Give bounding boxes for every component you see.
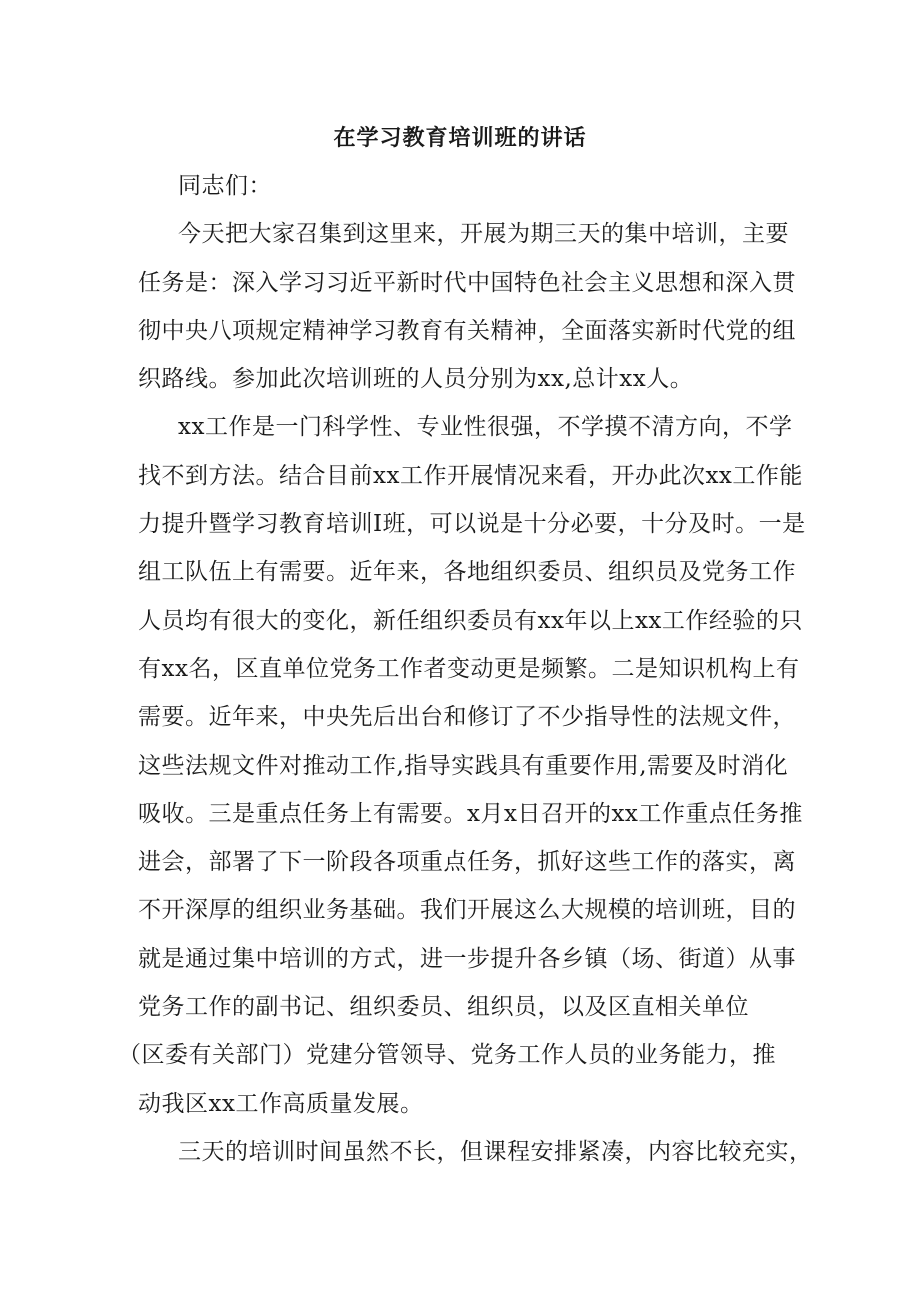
paragraph-3-line-1: 三天的培训时间虽然不长，但课程安排紧凑，内容比较充实，	[178, 1138, 813, 1165]
paragraph-2-line-6: 有xx名，区直单位党务工作者变动更是频繁。二是知识机构上有	[138, 655, 800, 682]
paragraph-2-line-12: 就是通过集中培训的方式，进一步提升各乡镇（场、街道）从事	[138, 945, 796, 972]
paragraph-2-line-8: 这些法规文件对推动工作,指导实践具有重要作用,需要及时消化	[138, 752, 789, 779]
paragraph-2-line-13: 党务工作的副书记、组织委员、组织员，以及区直相关单位	[138, 994, 749, 1021]
paragraph-2-line-5: 人员均有很大的变化，新任组织委员有xx年以上xx工作经验的只	[138, 607, 803, 634]
paragraph-1-line-3: 彻中央八项规定精神学习教育有关精神，全面落实新时代党的组	[138, 317, 796, 344]
paragraph-2-line-3: 力提升暨学习教育培训I班，可以说是十分必要，十分及时。一是	[138, 511, 806, 538]
paragraph-2-line-15: 动我区xx工作高质量发展。	[138, 1090, 424, 1117]
paragraph-1-line-4: 织路线。参加此次培训班的人员分别为xx,总计xx人。	[138, 366, 694, 393]
paragraph-2-line-14: （区委有关部门）党建分管领导、党务工作人员的业务能力，推	[118, 1042, 776, 1069]
paragraph-2-line-2: 找不到方法。结合目前xx工作开展情况来看，开办此次xx工作能	[138, 462, 803, 489]
paragraph-2-line-4: 组工队伍上有需要。近年来，各地组织委员、组织员及党务工作	[138, 559, 796, 586]
paragraph-2-line-11: 不开深厚的组织业务基础。我们开展这么大规模的培训班，目的	[138, 897, 796, 924]
paragraph-2-line-1: xx工作是一门科学性、专业性很强，不学摸不清方向，不学	[178, 414, 793, 441]
paragraph-1-line-2: 任务是：深入学习习近平新时代中国特色社会主义思想和深入贯	[138, 269, 796, 296]
salutation-line: 同志们：	[178, 173, 272, 199]
document-body	[118, 162, 813, 1176]
paragraph-2-line-10: 进会，部署了下一阶段各项重点任务，抓好这些工作的落实，离	[138, 849, 796, 876]
paragraph-2-line-9: 吸收。三是重点任务上有需要。x月x日召开的xx工作重点任务推	[138, 800, 803, 827]
paragraph-2-line-7: 需要。近年来，中央先后出台和修订了不少指导性的法规文件，	[138, 704, 796, 731]
paragraph-1-line-1: 今天把大家召集到这里来，开展为期三天的集中培训，主要	[178, 221, 789, 248]
document-title: 在学习教育培训班的讲话	[333, 125, 587, 151]
